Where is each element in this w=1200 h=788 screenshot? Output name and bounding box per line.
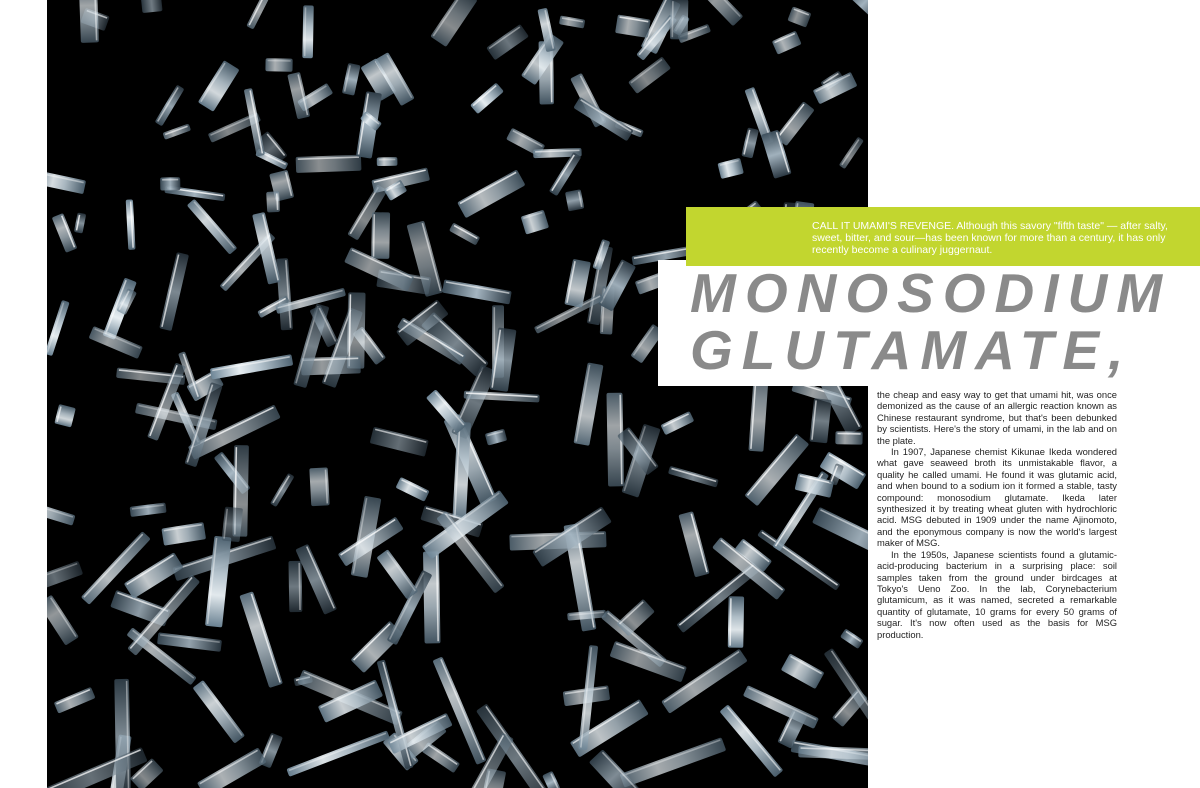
crystal (47, 747, 148, 788)
headline-line-2: GLUTAMATE, (690, 319, 1133, 381)
crystal (668, 466, 719, 488)
body-paragraph-2: In 1907, Japanese chemist Kikunae Ikeda wondered what gave seaweed broth its unmistakable flavor, a quality he called umami. He found it was glutamic acid, and when bound to a sodium ion it formed a stable, tasty compound: monosodium glutamate. Ikeda later synthesized it by treating wheat gluten with hydrochloric acid. MSG debuted in 1909 under the name Ajinomoto, and the eponymous company is now the world's largest maker of MSG. (877, 446, 1117, 549)
crystal (457, 169, 525, 218)
crystal (286, 730, 390, 776)
crystal (728, 596, 744, 648)
crystal (549, 152, 581, 196)
crystal (423, 551, 441, 643)
crystal (124, 552, 184, 599)
crystal (47, 595, 79, 646)
crystal-illustration (47, 0, 868, 788)
crystal (835, 431, 862, 444)
crystal (840, 628, 864, 649)
deck-banner (686, 207, 1200, 266)
crystal (47, 500, 76, 526)
crystal (573, 97, 633, 141)
crystal (542, 771, 561, 788)
crystal (266, 191, 280, 212)
crystal (160, 177, 180, 190)
crystal (615, 15, 651, 38)
crystal (296, 155, 362, 173)
crystal (670, 0, 688, 40)
deck-text: Although this savory "fifth taste" — after salty, sweet, bitter, and sour—has been known for more than a century, it has only recently become a culinary juggernaut. (812, 220, 1168, 256)
crystal (846, 0, 868, 21)
crystal (309, 467, 329, 506)
crystal (620, 737, 727, 787)
crystal (719, 704, 783, 777)
crystal (157, 632, 222, 652)
crystal (574, 362, 604, 445)
crystal (376, 549, 418, 599)
crystal (661, 649, 748, 714)
crystal (54, 404, 76, 427)
crystal (161, 522, 206, 546)
crystal (772, 31, 802, 55)
crystal (288, 561, 302, 612)
crystal (205, 536, 231, 628)
crystal (565, 189, 584, 211)
crystal (47, 561, 83, 594)
crystal (395, 477, 429, 502)
crystal (130, 503, 167, 517)
crystal (787, 6, 811, 27)
crystal (486, 24, 529, 60)
crystal (159, 252, 189, 331)
crystal (660, 411, 694, 435)
crystal (47, 170, 86, 194)
crystal (47, 300, 70, 356)
headline (690, 262, 1172, 381)
crystal (559, 15, 585, 28)
crystal (276, 258, 293, 330)
crystal (141, 0, 163, 13)
crystal (824, 648, 868, 743)
crystal (449, 223, 480, 246)
crystal (342, 63, 361, 96)
crystal (678, 511, 709, 577)
crystal (302, 5, 313, 58)
msg-crystals-photo (47, 0, 868, 788)
crystal (430, 0, 477, 47)
crystal (246, 0, 277, 29)
crystal (371, 212, 390, 259)
headline-line-1: MONOSODIUM (690, 262, 1172, 324)
crystal (265, 58, 292, 72)
crystal (798, 746, 868, 761)
crystal (155, 85, 185, 127)
body-paragraph-1: the cheap and easy way to get that umami hit, was once demonized as the cause of an allergic reaction known as Chinese restaurant syndrome, but that's been debunked by scientists. Here's the story of umami, in the lab and on the plate. (877, 389, 1117, 446)
crystal (781, 653, 825, 689)
crystal (809, 398, 831, 443)
body-paragraph-3: In the 1950s, Japanese scientists found a glutamic-acid-producing bacterium in a surprising place: soil samples taken from the ground under birdcages at Tokyo's Ueno Zoo. In the lab, Corynebacterium glutamicum, as it was named, secreted a remarkable quantity of glutamate, 10 grams for every 50 grams of sugar. It's now often used as the basis for MSG production. (877, 548, 1117, 640)
body-copy (877, 389, 1117, 640)
crystal (193, 680, 246, 744)
crystal (812, 507, 868, 566)
crystal (163, 123, 192, 139)
crystal (370, 427, 429, 457)
crystal (717, 158, 743, 179)
crystal (442, 279, 512, 304)
crystal (210, 354, 293, 379)
crystal (628, 56, 671, 94)
crystal (79, 0, 99, 43)
crystal (239, 591, 283, 688)
crystal (470, 82, 504, 114)
crystal (126, 199, 136, 250)
crystal (52, 213, 78, 253)
crystal (589, 749, 641, 788)
deck-lead: CALL IT UMAMI'S REVENGE. (812, 220, 955, 232)
crystal (222, 507, 243, 543)
crystal (485, 429, 507, 446)
crystal (741, 127, 759, 158)
crystal (377, 157, 398, 166)
crystal (74, 212, 86, 233)
crystal (521, 210, 549, 235)
crystal (197, 747, 267, 788)
crystal (700, 0, 744, 26)
crystal (54, 687, 96, 714)
crystal (839, 137, 864, 169)
crystal (187, 199, 238, 255)
crystal (270, 473, 295, 507)
crystal (198, 60, 240, 112)
crystal (743, 685, 819, 729)
